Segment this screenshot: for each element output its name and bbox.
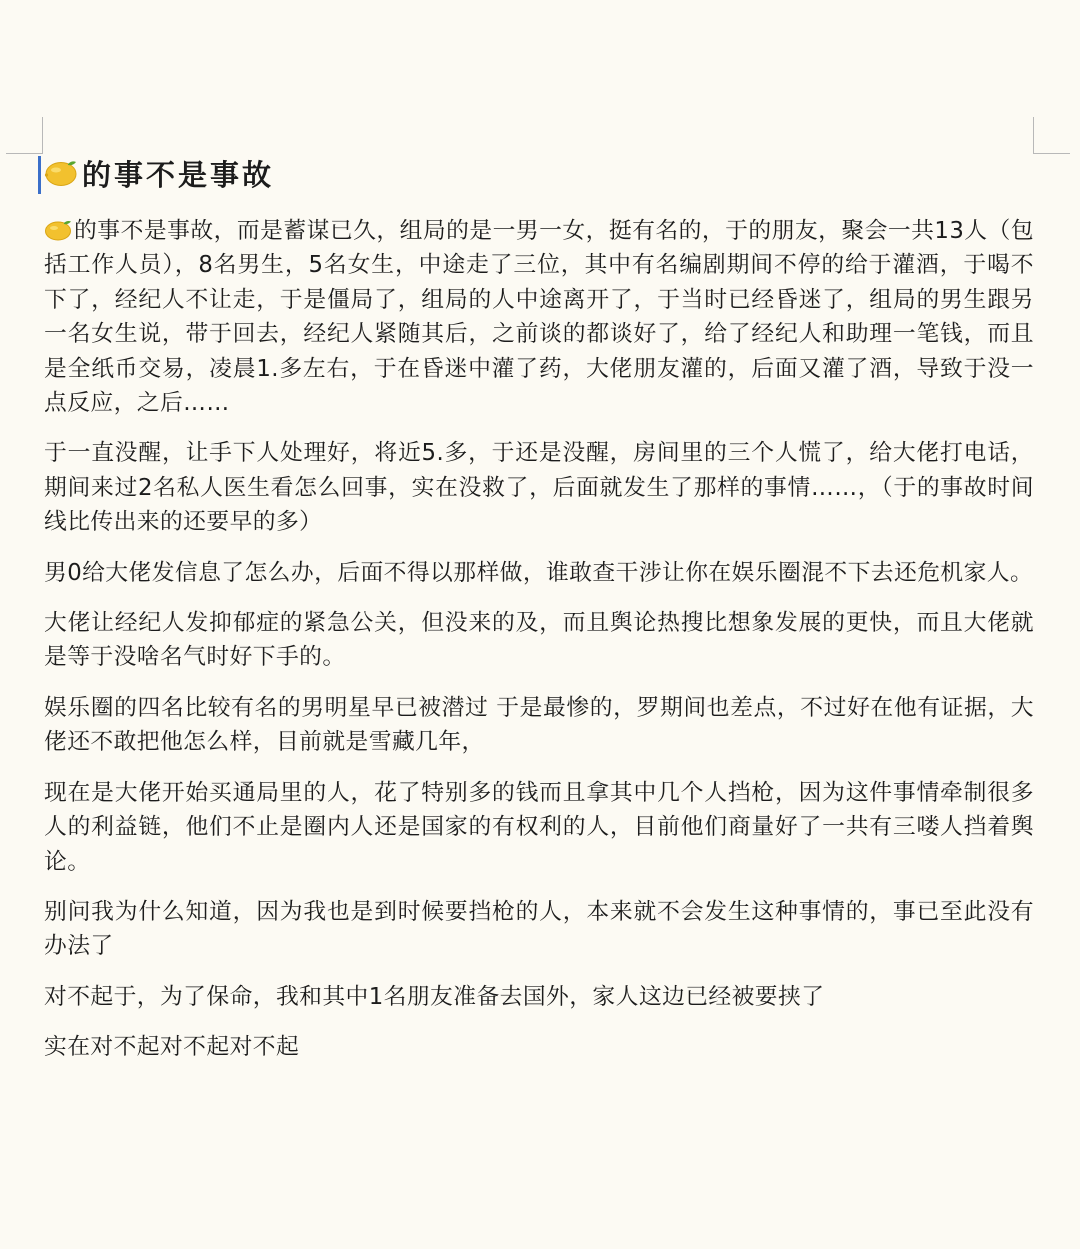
paragraph-8: 对不起于，为了保命，我和其中1名朋友准备去国外，家人这边已经被要挟了 [44,983,825,1010]
paragraph-9: 实在对不起对不起对不起 [44,1034,300,1061]
paragraph-text: 的事不是事故，而是蓄谋已久，组局的是一男一女，挺有名的，于的朋友，聚会一共13人（包括工作人员），8名男生，5名女生，中途走了三位，其中有名编剧期间不停的给于灌酒，于喝不下了，经纪人不让走，于是僵局了，组局的人中途离开了，于当时已经昏迷了，组局的男生跟另一名女生说，带于回去，经纪人紧随其后，之前谈的都谈好了，给了经纪人和助理一笔钱，而且是全纸币交易，凌晨1.多左右，于在昏迷中灌了药，大佬朋友灌的，后面又灌了酒，导致于没一点反应，之后…… [44,218,1034,417]
paragraph-4: 大佬让经纪人发抑郁症的紧急公关，但没来的及，而且舆论热搜比想象发展的更快，而且大佬就是等于没啥名气时好下手的。 [44,610,1034,671]
page-corner-mark-top-right [1033,117,1070,154]
paragraph-1 [44,214,1034,420]
paragraph-7: 别问我为什么知道，因为我也是到时候要挡枪的人，本来就不会发生这种事情的，事已至此没有办法了 [44,898,1034,960]
text-cursor [38,156,41,194]
lemon-icon [44,159,78,187]
document-title-text: 的事不是事故 [82,157,275,192]
lemon-icon [44,217,72,239]
paragraph-6: 现在是大佬开始买通局里的人，花了特别多的钱而且拿其中几个人挡枪，因为这件事情牵制很多人的利益链，他们不止是圈内人还是国家的有权利的人，目前他们商量好了一共有三喽人挡着舆论。 [44,779,1034,875]
page-corner-mark-top-left [6,117,43,154]
paragraph-3: 男0给大佬发信息了怎么办，后面不得以那样做，谁敢查干涉让你在娱乐圈混不下去还危机家人。 [44,559,1034,586]
document-title[interactable] [44,150,274,196]
paragraph-2: 于一直没醒，让手下人处理好，将近5.多，于还是没醒，房间里的三个人慌了，给大佬打电话，期间来过2名私人医生看怎么回事，实在没救了，后面就发生了那样的事情……，（于的事故时间线比传出来的还要早的多） [44,440,1034,536]
document-body[interactable] [44,214,1034,1081]
paragraph-5: 娱乐圈的四名比较有名的男明星早已被潜过 于是最惨的，罗期间也差点，不过好在他有证据，大佬还不敢把他怎么样，目前就是雪藏几年， [44,694,1034,756]
